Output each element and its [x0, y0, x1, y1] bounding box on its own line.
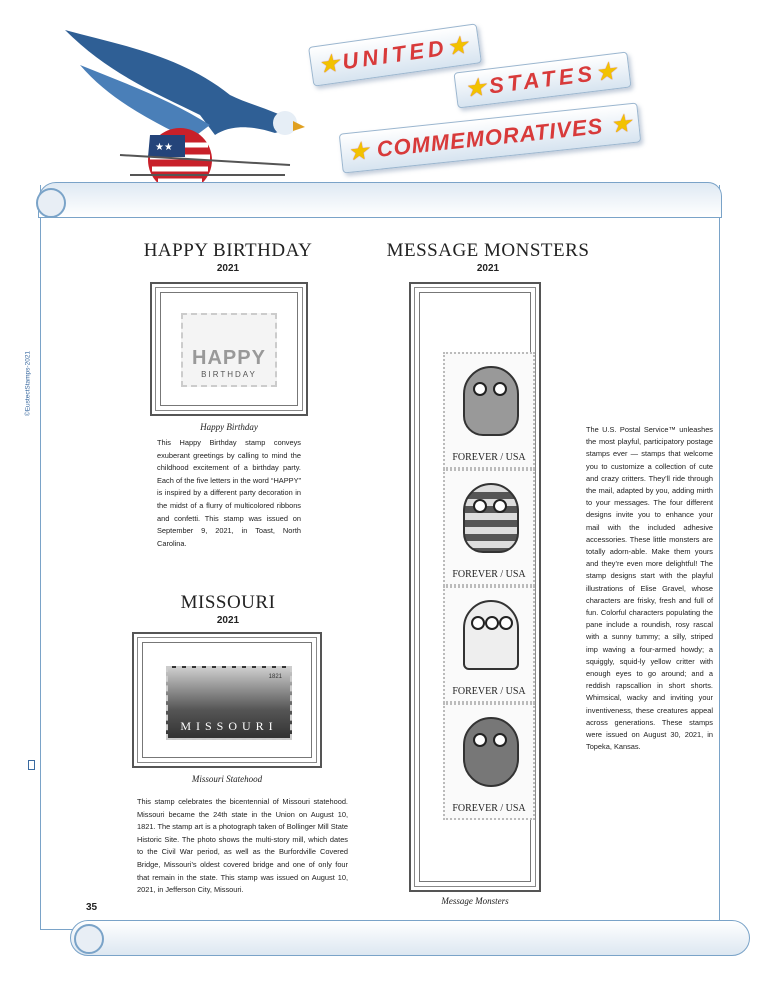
happy-birthday-stamp-mount[interactable]: [150, 282, 308, 416]
scroll-curl: [36, 188, 66, 218]
stamp-label: FOREVER / USA: [452, 803, 526, 814]
monster-art: [463, 717, 519, 787]
scroll-top-roll: [38, 182, 722, 218]
message-monsters-caption: Message Monsters: [441, 896, 509, 906]
page-number: 35: [86, 902, 98, 913]
scroll-bottom-roll: [70, 920, 750, 956]
banner-text-united: UNITED: [340, 34, 450, 75]
svg-text:★★: ★★: [155, 142, 173, 153]
message-monsters-title: MESSAGE MONSTERS: [386, 240, 590, 261]
stamp-label: FOREVER / USA: [452, 452, 526, 463]
message-monsters-description: The U.S. Postal Service™ unleashes the most playful, participatory postage stamps ever — stamps that welcome you to customize a collection of cute and crazy critters. They’ll ride through the mail, adapted by you, adding mirth to your messages. The four different designs invite you to enhance your mail with the included adhesive accessories. These little monsters are totally adorn-able. Make them yours and they’re even more delightful! The stamp designs start with the playful illustrations of Elise Gravel, whose characters are frisky, fresh and full of fun. Colorful characters populating the pane include a roundish, rosy rascal with a sunny tummy; a silly, striped imp waving a four-armed howdy; a squiggly, squid-ly yellow critter with enough eyes to go around; and a reddish rapscallion in short shorts. Whimsical, wacky and inviting your inventiveness, these creatures appeal across generations. These stamps were issued on August 30, 2021, in Topeka, Kansas.: [586, 425, 713, 752]
star-icon: ★: [463, 73, 491, 102]
star-icon: ★: [445, 31, 473, 60]
missouri-stamp: [166, 666, 292, 740]
happy-birthday-year: 2021: [216, 263, 240, 274]
stamp-art-birthday: BIRTHDAY: [201, 370, 257, 379]
scroll-curl: [74, 924, 104, 954]
monster-stamp-3: [443, 586, 535, 703]
stamp-corner-year: 1821: [268, 674, 282, 680]
monster-art: [463, 483, 519, 553]
stamp-art-happy: HAPPY: [192, 347, 266, 369]
happy-birthday-description: This Happy Birthday stamp conveys exuberant greetings by calling to mind the childhood excitement of a birthday party. Each of the five letters in the word “HAPPY” is inspired by a different party decoration in the midst of a flurry of multicolored ribbons and confetti. This stamp was issued on September 9, 2021, in Toast, North Carolina.: [157, 438, 301, 548]
star-icon: ★: [609, 110, 633, 138]
message-monsters-year: 2021: [476, 263, 500, 274]
happy-birthday-stamp: [181, 313, 277, 387]
banner-text-commemoratives: COMMEMORATIVES: [375, 113, 605, 162]
monster-art: [463, 600, 519, 670]
monster-stamp-1: [443, 352, 535, 469]
stamp-label: FOREVER / USA: [452, 686, 526, 697]
banner-commemoratives: [339, 102, 642, 173]
star-icon: ★: [594, 57, 621, 86]
missouri-title: MISSOURI: [180, 592, 276, 613]
missouri-stamp-mount[interactable]: [132, 632, 322, 768]
monster-stamp-2: [443, 469, 535, 586]
side-mark: [28, 760, 35, 770]
monster-stamp-4: [443, 703, 535, 820]
missouri-year: 2021: [216, 615, 240, 626]
copyright-watermark: ©EustectStamps-2021: [24, 350, 32, 417]
star-icon: ★: [317, 49, 345, 78]
happy-birthday-title: HAPPY BIRTHDAY: [143, 240, 313, 261]
stamp-label: FOREVER / USA: [452, 569, 526, 580]
missouri-caption: Missouri Statehood: [191, 774, 263, 784]
missouri-description: This stamp celebrates the bicentennial of Missouri statehood. Missouri became the 24th state in the Union on August 10, 1821. The stamp art is a photograph taken of Bollinger Mill State Historic Site. The photo shows the multi-story mill, which dates to the Civil War period, as well as the Burfordville Covered Bridge, Missouri’s oldest covered bridge and one of only four that remain in the state. This stamp was issued on August 10, 2021, in Jefferson City, Missouri.: [137, 797, 348, 895]
stamp-art-missouri: MISSOURI: [180, 719, 278, 733]
happy-birthday-caption: Happy Birthday: [200, 422, 258, 432]
star-icon: ★: [346, 137, 371, 165]
monster-art: [463, 366, 519, 436]
banner-text-states: STATES: [487, 60, 598, 99]
